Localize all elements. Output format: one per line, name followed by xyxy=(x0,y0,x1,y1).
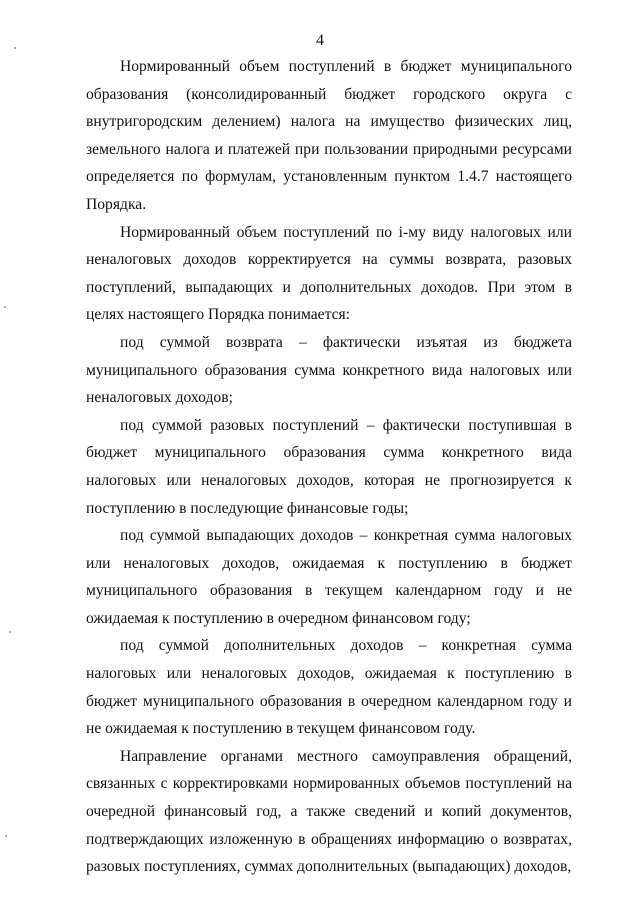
paragraph-definition-additional-income: под суммой дополнительных доходов – конкретная сумма налоговых или неналоговых доходов, ожидаемая к поступлению в бюджет муниципального образования в очередном календарном году и не ожидаемая к поступлению в текущем финансовом году. xyxy=(86,637,572,738)
page-number: 4 xyxy=(316,32,324,49)
paragraph-appeals: Направление органами местного самоуправления обращений, связанных с корректировками нормированных объемов поступлений на очередной финансовый год, а также сведений и копий документов, подтверждающих изложенную в обращениях информацию о возвратах, разовых поступлениях, суммах дополнительных (выпадающих) доходов, xyxy=(86,747,572,876)
document-body xyxy=(86,53,572,881)
paragraph-normed-volume-formula: Нормированный объем поступлений в бюджет муниципального образования (консолидированный бюджет городского округа с внутригородским делением) налога на имущество физических лиц, земельного налога и платежей при пользовании природными ресурсами определяется по формулам, установленным пунктом 1.4.7 настоящего Порядка. xyxy=(86,58,572,213)
paragraph-definition-lost-income: под суммой выпадающих доходов – конкретная сумма налоговых или неналоговых доходов, ожидаемая к поступлению в бюджет муниципального образования в текущем календарном году и не ожидаемая к поступлению в очередном финансовом году; xyxy=(86,527,572,627)
scan-speck xyxy=(4,306,6,308)
paragraph-correction-intro: Нормированный объем поступлений по i-му виду налоговых или неналоговых доходов корректируется на суммы возврата, разовых поступлений, выпадающих и дополнительных доходов. При этом в целях настоящего Порядка понимается: xyxy=(86,223,572,324)
paragraph-definition-one-time: под суммой разовых поступлений – фактически поступившая в бюджет муниципального образования сумма конкретного вида налоговых или неналоговых доходов, которая не прогнозируется к поступлению в последующие финансовые годы; xyxy=(86,416,572,517)
scan-speck xyxy=(9,631,11,633)
scan-speck xyxy=(5,835,7,837)
paragraph-definition-refund: под суммой возврата – фактически изъятая из бюджета муниципального образования сумма конкретного вида налоговых или неналоговых доходов; xyxy=(86,333,572,407)
